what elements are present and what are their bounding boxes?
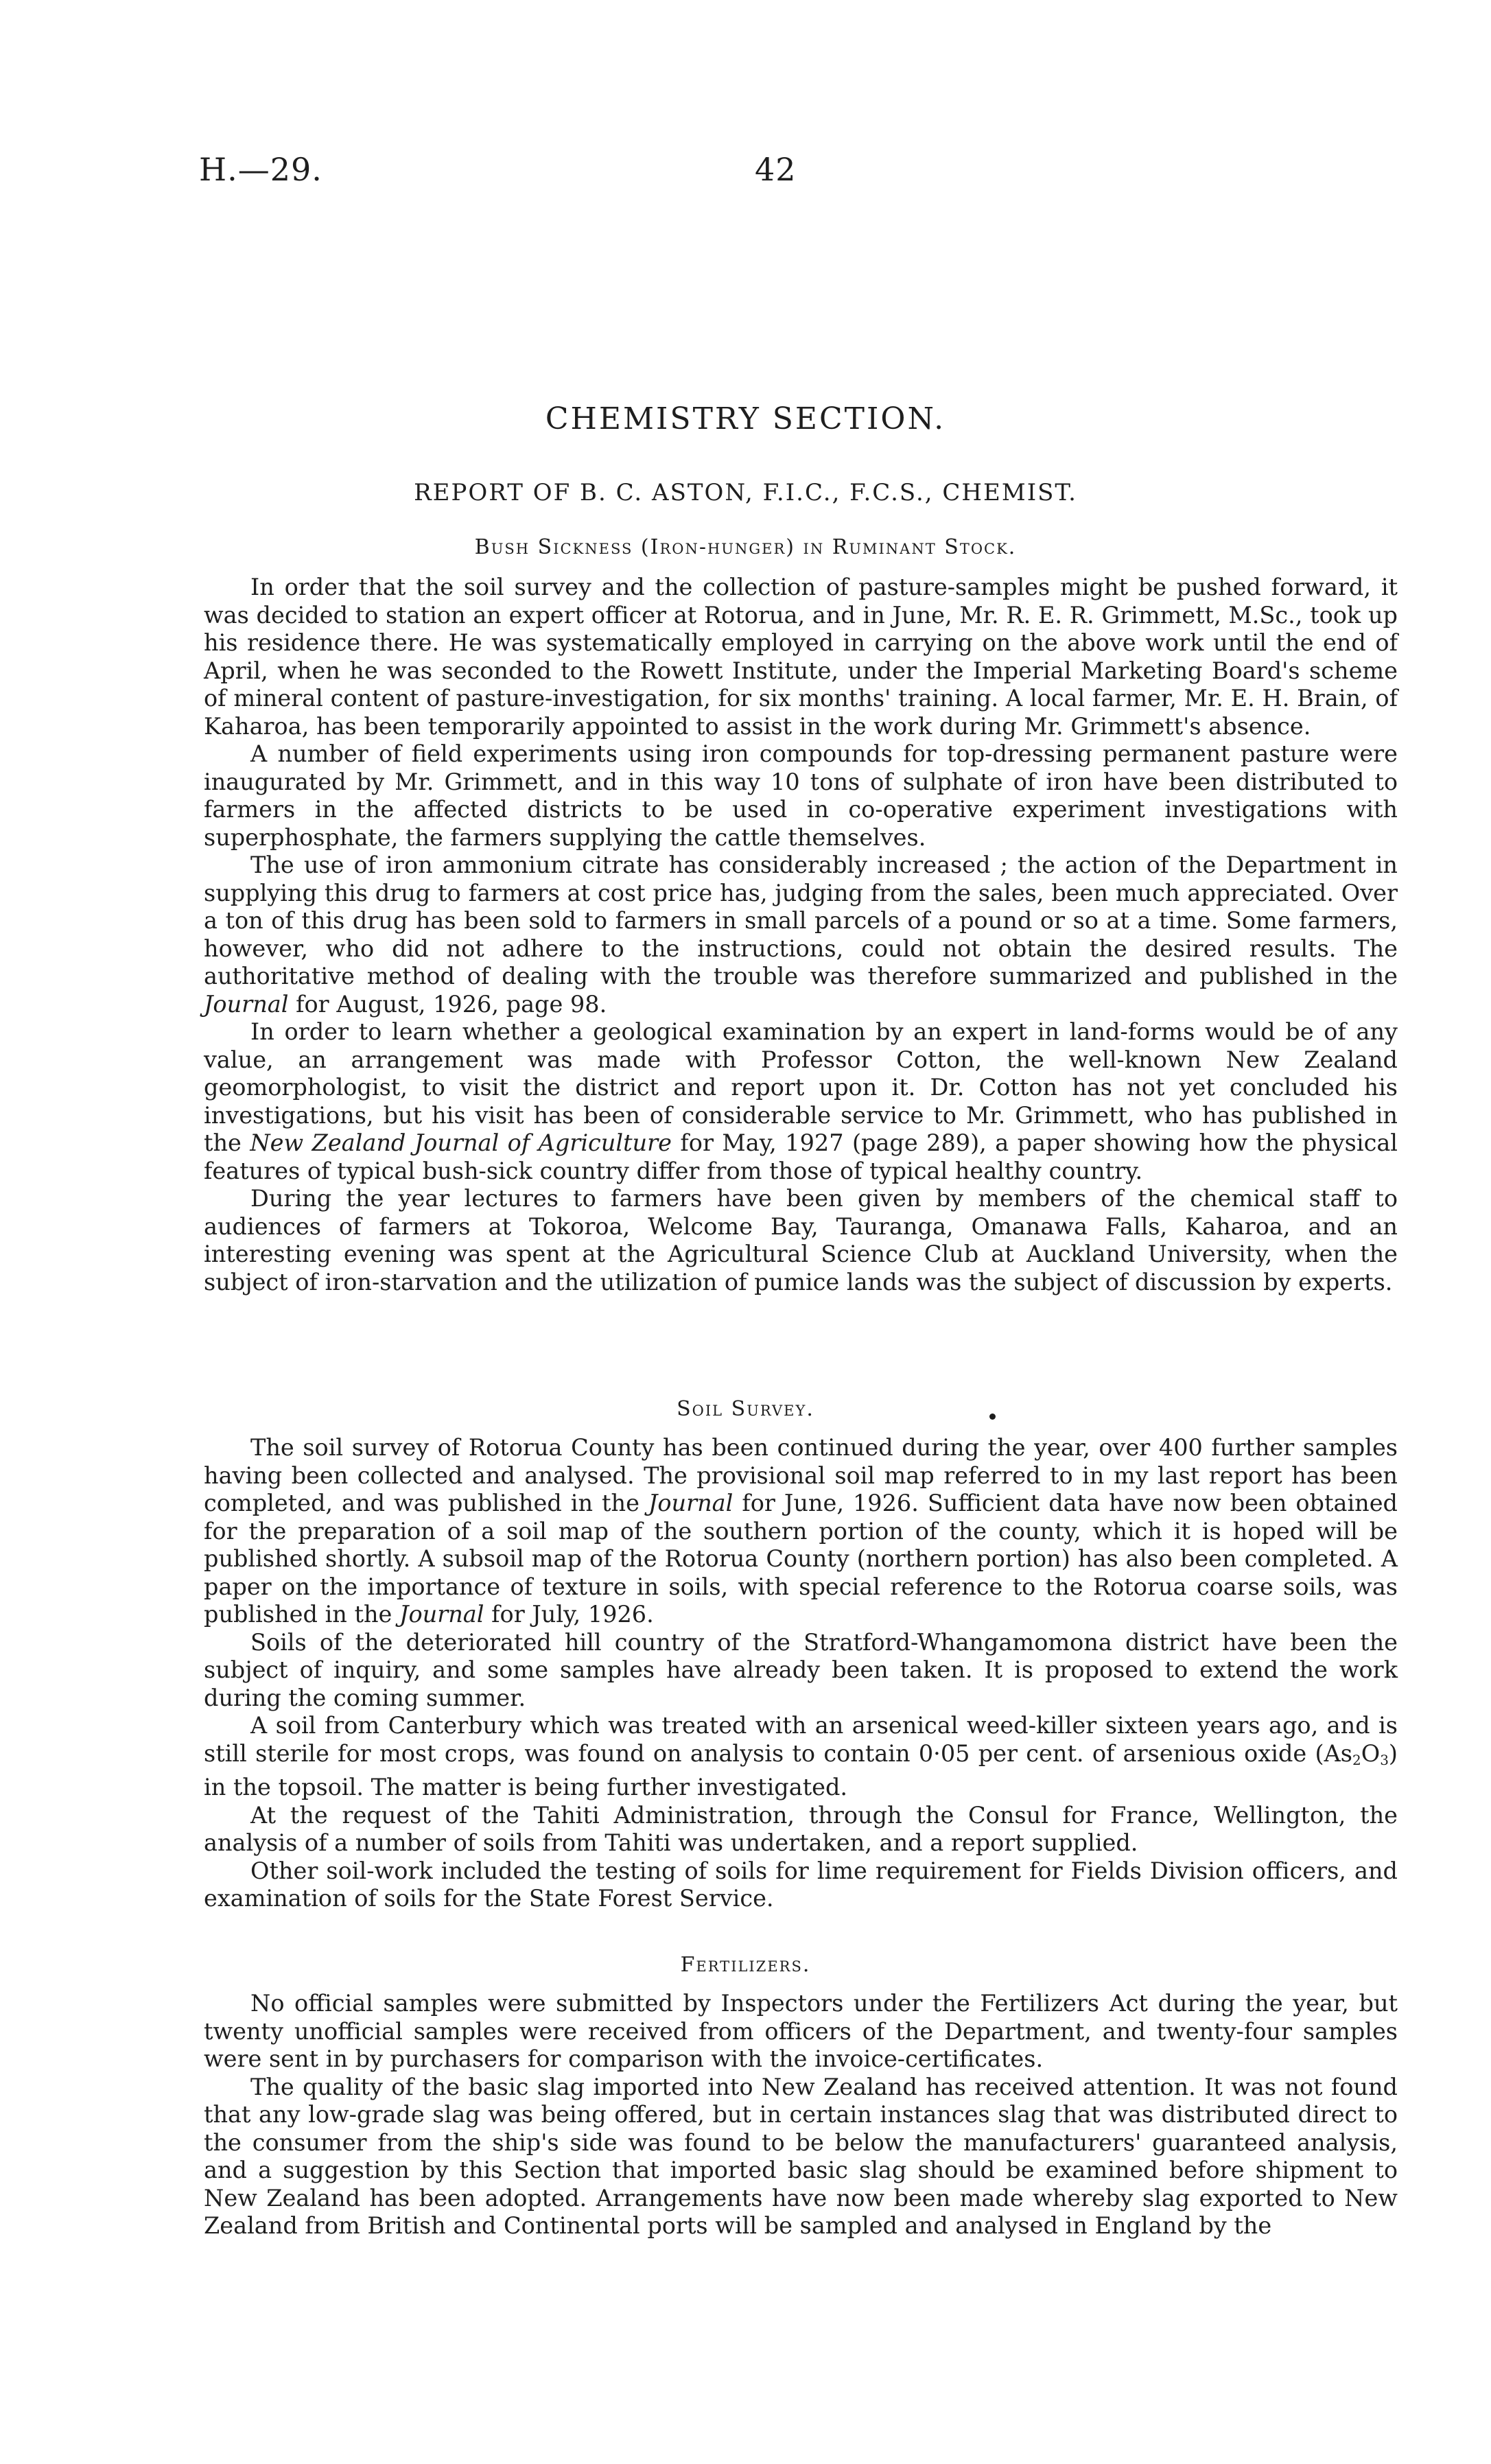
journal-citation: New Zealand Journal of Agriculture [250,1129,672,1156]
heading-bush-sickness: Bush Sickness (Iron-hunger) in Ruminant Stock. [474,535,1017,559]
chemical-formula: $As_2O_3$ [1324,1739,1389,1768]
paragraph: A number of field experiments using iron compounds for top-dressing permanent pasture were inaugurated by Mr. Grimmett, and in this way 10 tons of sulphate of iron have been distributed to farmers in the affected districts to be used in co-operative experiment investigations with superphosphate, the farmers supplying the cattle themselves. [204,740,1398,851]
heading-fertilizers: Fertilizers. [680,1953,811,1977]
paragraph: In order that the soil survey and the collection of pasture-samples might be pushed forward, it was decided to station an expert officer at Rotorua, and in June, Mr. R. E. R. Grimmett, M.Sc., took up his residence there. He was systematically employed in carrying on the above work until the end of April, when he was seconded to the Rowett Institute, under the Imperial Marketing Board's scheme of mineral content of pasture-investigation, for six months' training. A local farmer, Mr. E. H. Brain, of Kaharoa, has been temporarily appointed to assist in the work during Mr. Grimmett's absence. [204,574,1398,740]
heading-soil-survey: Soil Survey. [677,1397,814,1421]
paragraph: Soils of the deteriorated hill country of the Stratford-Whangamomona district have been the subject of inquiry, and some samples have already been taken. It is proposed to extend the work during the coming summer. [204,1628,1398,1711]
paragraph: The quality of the basic slag imported into New Zealand has received attention. It was not found that any low-grade slag was being offered, but in certain instances slag that was distributed direct to the consumer from the ship's side was found to be below the manufacturers' guaranteed analysis, and a suggestion by this Section that imported basic slag should be examined before shipment to New Zealand has been adopted. Arrangements have now been made whereby slag exported to New Zealand from British and Continental ports will be sampled and analysed in England by the [204,2073,1398,2239]
journal-citation: Journal [648,1490,733,1516]
paragraph: In order to learn whether a geological examination by an expert in land-forms would be of any value, an arrangement was made with Professor Cotton, the well-known New Zealand geomorphologist, to visit the district and report upon it. Dr. Cotton has not yet concluded his investigations, but his visit has been of considerable service to Mr. Grimmett, who has published in the New Zealand Journal of Agriculture for May, 1927 (page 289), a paper showing how the physical features of typical bush-sick country differ from those of typical healthy country. [204,1018,1398,1184]
section-soil-survey [204,1434,1398,1913]
paragraph: Other soil-work included the testing of soils for lime requirement for Fields Division officers, and examination of soils for the State Forest Service. [204,1857,1398,1912]
paragraph: The use of iron ammonium citrate has considerably increased ; the action of the Department in supplying this drug to farmers at cost price has, judging from the sales, been much appreciated. Over a ton of this drug has been sold to farmers in small parcels of a pound or so at a time. Some farmers, however, who did not adhere to the instructions, could not obtain the desired results. The authoritative method of dealing with the trouble was therefore summarized and published in the Journal for August, 1926, page 98. [204,852,1398,1018]
journal-citation: Journal [399,1601,484,1628]
journal-citation: Journal [204,990,289,1018]
paragraph: A soil from Canterbury which was treated with an arsenical weed-killer sixteen years ago, and is still sterile for most crops, was found on analysis to contain 0·05 per cent. of arsenious oxide $(As_2O_3)$ in the topsoil. The matter is being further investigated. [204,1712,1398,1800]
section-bush-sickness [204,574,1398,1296]
paragraph: The soil survey of Rotorua County has been continued during the year, over 400 further samples having been collected and analysed. The provisional soil map referred to in my last report has been completed, and was published in the Journal for June, 1926. Sufficient data have now been obtained for the preparation of a soil map of the southern portion of the county, which it is hoped will be published shortly. A subsoil map of the Rotorua County (northern portion) has also been completed. A paper on the importance of texture in soils, with special reference to the Rotorua coarse soils, was published in the Journal for July, 1926. [204,1434,1398,1628]
section-fertilizers [204,1990,1398,2240]
section-title: CHEMISTRY SECTION. [545,401,946,436]
document-reference: H.—29. [199,151,322,188]
paragraph: During the year lectures to farmers have been given by members of the chemical staff to audiences of farmers at Tokoroa, Welcome Bay, Tauranga, Omanawa Falls, Kaharoa, and an interesting evening was spent at the Agricultural Science Club at Auckland University, when the subject of iron-starvation and the utilization of pumice lands was the subject of discussion by experts. [204,1185,1398,1295]
stray-mark [989,1413,996,1420]
page-number: 42 [755,151,797,188]
paragraph: No official samples were submitted by Inspectors under the Fertilizers Act during the year, but twenty unofficial samples were received from officers of the Department, and twenty-four samples were sent in by purchasers for comparison with the invoice-certificates. [204,1990,1398,2072]
report-subtitle: REPORT OF B. C. ASTON, F.I.C., F.C.S., CHEMIST. [414,479,1077,506]
paragraph: At the request of the Tahiti Administration, through the Consul for France, Wellington, the analysis of a number of soils from Tahiti was undertaken, and a report supplied. [204,1801,1398,1856]
